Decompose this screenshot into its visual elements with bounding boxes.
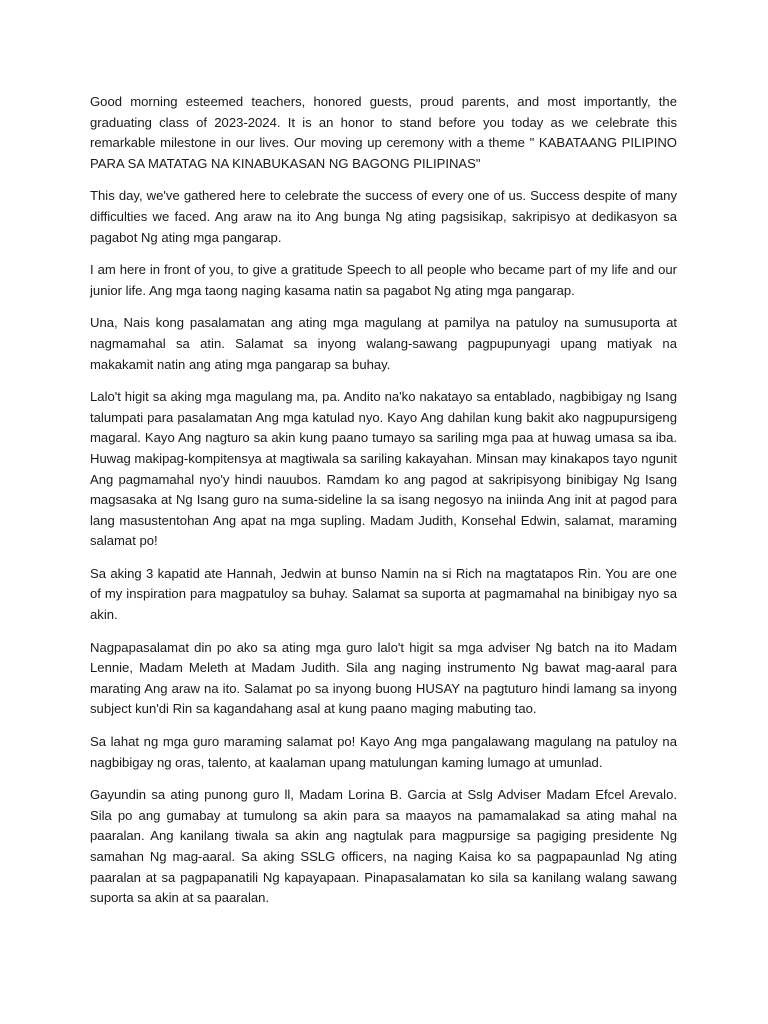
paragraph-own-parents: Lalo't higit sa aking mga magulang ma, pa. Andito na'ko nakatayo sa entablado, nagbibigay ng Isang talumpati para pasalamatan Ang mga katulad nyo. Kayo Ang dahilan kung bakit ako nagpupursigeng magaral. Kayo Ang nagturo sa akin kung paano tumayo sa sariling mga paa at huwag umasa sa iba. Huwag makipag-kompitensya at magtiwala sa sariling kakayahan. Minsan may kinakapos tayo ngunit Ang pagmamahal nyo'y hindi nauubos. Ramdam ko ang pagod at sakripisyong binibigay Ng Isang magsasaka at Ng Isang guro na suma-sideline la sa isang negosyo na iniinda Ang init at pagod para lang masustentohan Ang apat na mga supling. Madam Judith, Konsehal Edwin, salamat, maraming salamat po! (90, 389, 677, 549)
paragraph-teachers: Sa lahat ng mga guro maraming salamat po! Kayo Ang mga pangalawang magulang na patuloy na nagbibigay ng oras, talento, at kaalaman upang matulungan kaming lumago at umunlad. (90, 734, 677, 770)
paragraph-celebration: This day, we've gathered here to celebrate the success of every one of us. Success despite of many difficulties we faced. Ang araw na ito Ang bunga Ng ating pagsisikap, sakripisyo at dedikasyon sa pagabot Ng ating mga pangarap. (90, 188, 677, 245)
paragraph-siblings: Sa aking 3 kapatid ate Hannah, Jedwin at bunso Namin na si Rich na magtatapos Rin. You are one of my inspiration para magpatuloy sa buhay. Salamat sa suporta at pagmamahal na binibigay nyo sa akin. (90, 565, 677, 623)
paragraph-parents-family: Una, Nais kong pasalamatan ang ating mga magulang at pamilya na patuloy na sumusuporta at nagmamahal sa atin. Salamat sa inyong walang-sawang pagpupunyagi upang matiyak na makakamit natin ang ating mga pangarap sa buhay. (90, 315, 677, 372)
paragraph-gratitude-intro: I am here in front of you, to give a gratitude Speech to all people who became part of my life and our junior life. Ang mga taong naging kasama natin sa pagabot Ng ating mga pangarap. (90, 262, 677, 298)
paragraph-greeting: Good morning esteemed teachers, honored guests, proud parents, and most importantly, the graduating class of 2023-2024. It is an honor to stand before you today as we celebrate this remarkable milestone in our lives. Our moving up ceremony with a theme " KABATAANG PILIPINO PARA SA MATATAG NA KINABUKASAN NG BAGONG PILIPINAS" (90, 94, 677, 171)
paragraph-principal-sslg: Gayundin sa ating punong guro ll, Madam Lorina B. Garcia at Sslg Adviser Madam Efcel Arevalo. Sila po ang gumabay at tumulong sa akin para sa maayos na pamamalakad sa ating mahal na paaralan. Ang kanilang tiwala sa akin ang nagtulak para magpursige sa pagiging presidente Ng samahan Ng mag-aaral. Sa aking SSLG officers, na naging Kaisa ko sa pagpapaunlad Ng ating paaralan at sa pagpapanatili Ng kapayapaan. Pinapasalamatan ko sila sa kanilang walang sawang suporta sa akin at sa paaralan. (90, 787, 677, 906)
document-page (90, 92, 677, 921)
paragraph-advisers: Nagpapasalamat din po ako sa ating mga guro lalo't higit sa mga adviser Ng batch na ito Madam Lennie, Madam Meleth at Madam Judith. Sila ang naging instrumento Ng bawat mag-aaral para marating Ang araw na ito. Salamat po sa inyong buong HUSAY na pagtuturo hindi lamang sa inyong subject kun'di Rin sa kagandahang asal at kung paano maging mabuting tao. (90, 639, 677, 717)
